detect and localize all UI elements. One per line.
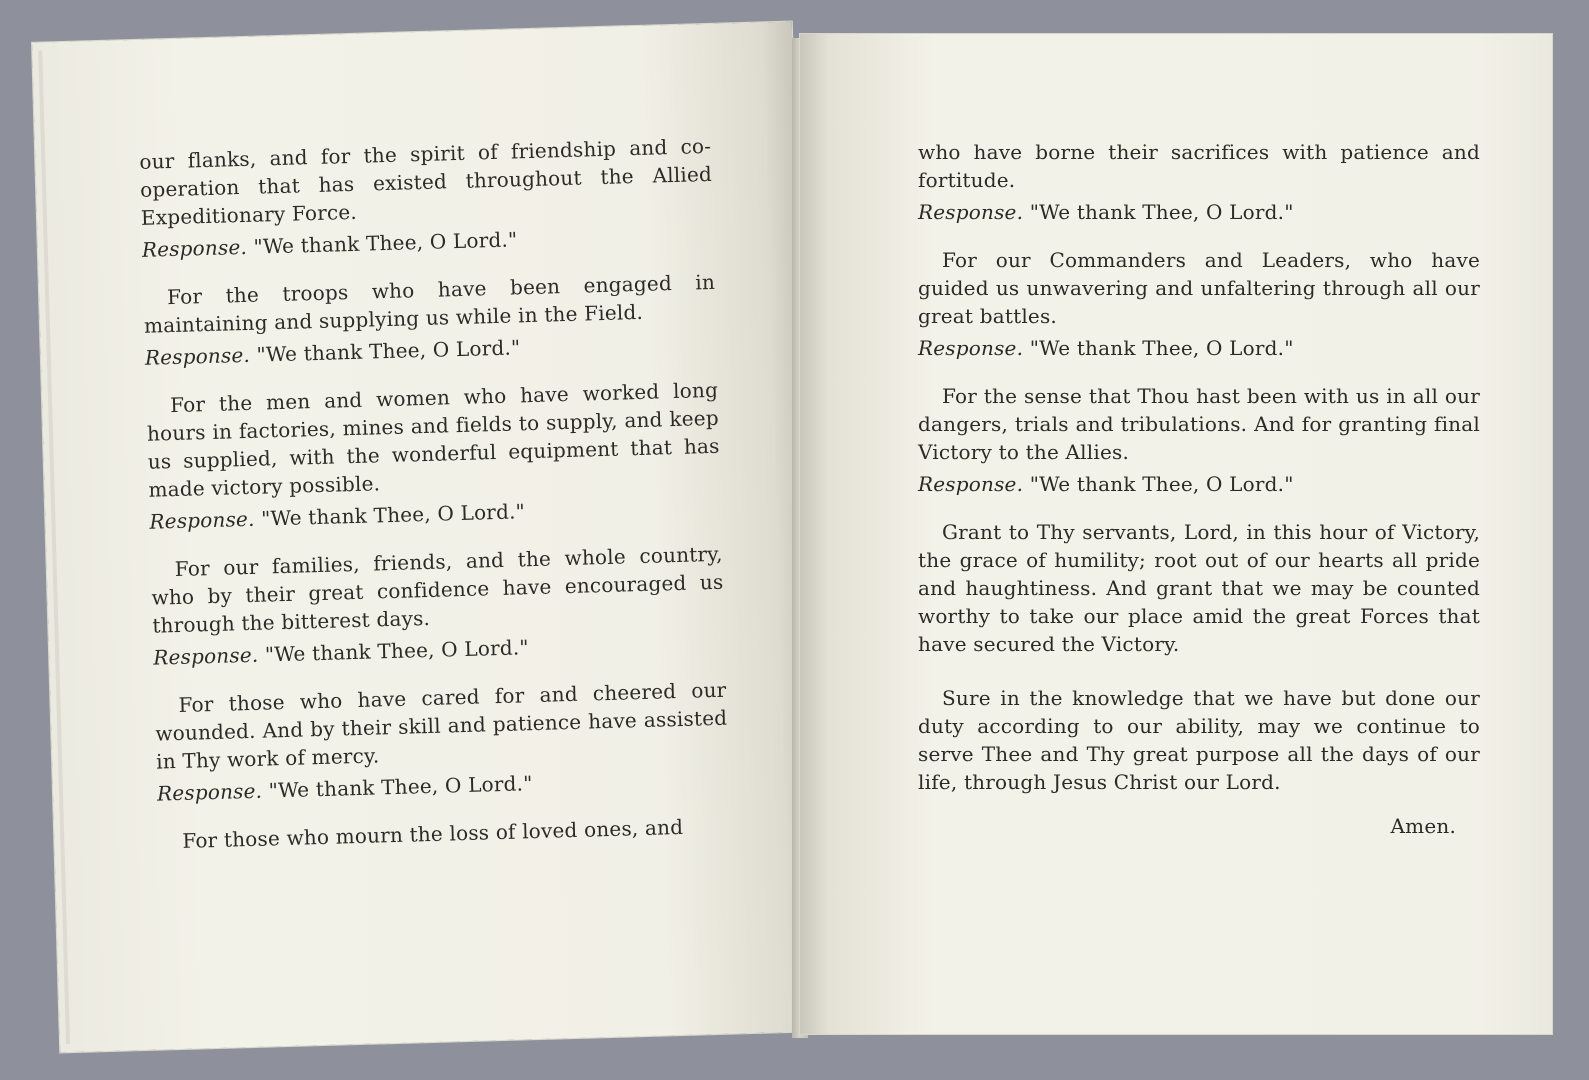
response-text: "We thank Thee, O Lord." bbox=[256, 335, 521, 367]
left-page bbox=[32, 22, 820, 1053]
right-page bbox=[800, 34, 1552, 1034]
response-text: "We thank Thee, O Lord." bbox=[1029, 200, 1294, 224]
amen: Amen. bbox=[1390, 814, 1456, 838]
response-label: Response. bbox=[152, 642, 259, 670]
right-paragraph-2: For the sense that Thou hast been with us in all our dangers, trials and tribulations. And for granting final Victory to the Allies. bbox=[918, 384, 1480, 464]
left-paragraph-2: For the troops who have been engaged in maintaining and supplying us while in the Field. bbox=[143, 269, 716, 338]
right-page-text bbox=[918, 138, 1480, 860]
response-label: Response. bbox=[918, 200, 1024, 224]
prayer-humility: Grant to Thy servants, Lord, in this hour of Victory, the grace of humility; root out of our hearts all pride and haughtiness. And grant that we may be counted worthy to take our place amid the great Forces that have secured the Victory. bbox=[918, 520, 1480, 656]
response-label: Response. bbox=[144, 342, 251, 370]
booklet bbox=[40, 28, 1560, 1048]
response-label: Response. bbox=[156, 778, 263, 806]
response-line bbox=[918, 334, 1480, 362]
left-page-text bbox=[139, 132, 731, 856]
response-text: "We thank Thee, O Lord." bbox=[253, 227, 518, 259]
response-label: Response. bbox=[918, 336, 1024, 360]
response-line bbox=[918, 470, 1480, 498]
right-paragraph-1: For our Commanders and Leaders, who have guided us unwavering and unfaltering through all our great battles. bbox=[918, 248, 1480, 328]
left-last-line: For those who mourn the loss of loved ones, and bbox=[182, 814, 684, 853]
response-label: Response. bbox=[149, 506, 255, 534]
left-paragraph-3: For the men and women who have worked long hours in factories, mines and fields to supply, and keep us supplied, with the wonderful equipment that has made victory possible. bbox=[146, 377, 720, 502]
response-label: Response. bbox=[918, 472, 1024, 496]
response-text: "We thank Thee, O Lord." bbox=[1029, 336, 1294, 360]
response-text: "We thank Thee, O Lord." bbox=[260, 499, 526, 531]
response-text: "We thank Thee, O Lord." bbox=[264, 635, 530, 667]
left-paragraph-1: our flanks, and for the spirit of friendship and co-operation that has existed throughout the Allied Expeditionary Force. bbox=[139, 133, 713, 230]
right-paragraph-continued: who have borne their sacrifices with patience and fortitude. bbox=[918, 140, 1480, 192]
response-text: "We thank Thee, O Lord." bbox=[1029, 472, 1294, 496]
left-paragraph-4: For our families, friends, and the whole country, who by their great confidence have encouraged us through the bitterest days. bbox=[151, 541, 724, 638]
left-paragraph-5: For those who have cared for and cheered our wounded. And by their skill and patience have assisted in Thy work of mercy. bbox=[155, 677, 728, 774]
response-line bbox=[918, 198, 1480, 226]
prayer-closing: Sure in the knowledge that we have but done our duty according to our ability, may we continue to serve Thee and Thy great purpose all the days of our life, through Jesus Christ our Lord. bbox=[918, 686, 1480, 794]
response-label: Response. bbox=[141, 234, 248, 262]
response-text: "We thank Thee, O Lord." bbox=[268, 771, 533, 803]
